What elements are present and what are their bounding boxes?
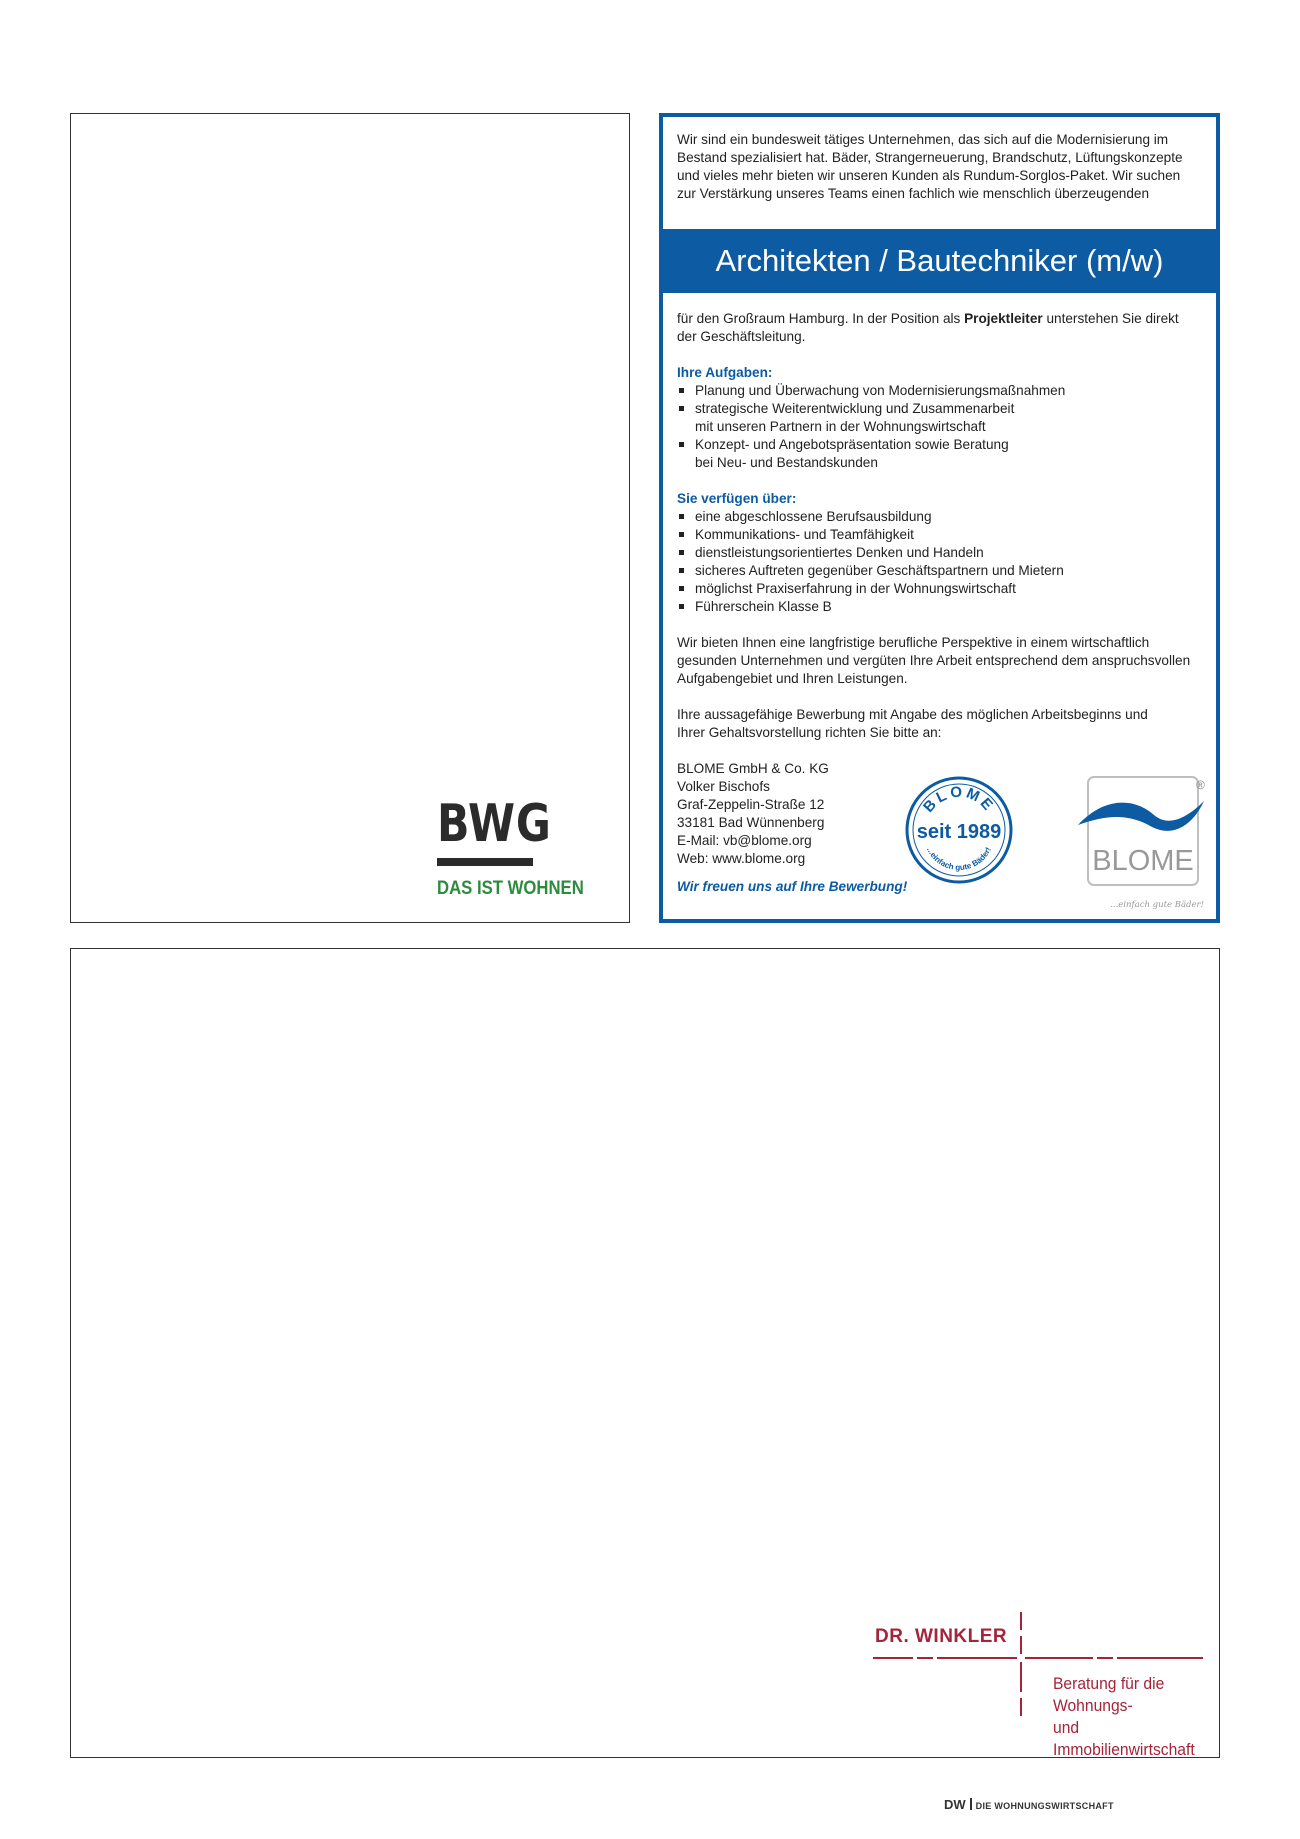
winkler-ad-box bbox=[70, 948, 1220, 1758]
closing-line: Wir freuen uns auf Ihre Bewerbung! bbox=[677, 879, 908, 894]
winkler-name: DR. WINKLER bbox=[875, 1626, 1008, 1647]
list-item: Planung und Überwachung von Modernisierungsmaßnahmen bbox=[677, 382, 1197, 400]
page-footer bbox=[944, 1797, 1114, 1812]
offer-paragraph: Wir bieten Ihnen eine langfristige berufliche Perspektive in einem wirtschaftlich gesunden Unternehmen und vergüten Ihre Arbeit entsprechend dem anspruchsvollen Aufgabengebiet und Ihren Leistungen. bbox=[677, 635, 1191, 686]
job-title-banner bbox=[663, 229, 1216, 293]
apply-paragraph: Ihre aussagefähige Bewerbung mit Angabe des möglichen Arbeitsbeginns und Ihrer Gehaltsvorstellung richten Sie bitte an: bbox=[677, 707, 1148, 740]
bwg-ad-box bbox=[70, 113, 630, 923]
blome-logo-word: BLOME bbox=[1092, 845, 1194, 877]
address-company: BLOME GmbH & Co. KG bbox=[677, 761, 829, 776]
list-item: dienstleistungsorientiertes Denken und Handeln bbox=[677, 544, 1197, 562]
list-item: strategische Weiterentwicklung und Zusammenarbeit mit unseren Partnern in der Wohnungswirtschaft bbox=[677, 400, 1035, 436]
skills-heading: Sie verfügen über: bbox=[677, 491, 797, 506]
footer-short: DW bbox=[944, 1797, 966, 1812]
winkler-subtitle bbox=[1053, 1673, 1195, 1761]
list-item: Konzept- und Angebotspräsentation sowie Beratung bei Neu- und Bestandskunden bbox=[677, 436, 1025, 472]
blome-logo bbox=[1076, 775, 1210, 915]
address-email[interactable]: E-Mail: vb@blome.org bbox=[677, 833, 812, 848]
seal-center-text: seit 1989 bbox=[916, 821, 1002, 843]
address-street: Graf-Zeppelin-Straße 12 bbox=[677, 797, 825, 812]
registered-mark: ® bbox=[1196, 778, 1205, 792]
lead-text: für den Großraum Hamburg. In der Position als bbox=[677, 311, 965, 326]
list-item: Kommunikations- und Teamfähigkeit bbox=[677, 526, 1197, 544]
ad-lead-paragraph bbox=[677, 310, 1197, 346]
footer-separator bbox=[970, 1798, 972, 1810]
list-item: eine abgeschlossene Berufsausbildung bbox=[677, 508, 1197, 526]
skills-list bbox=[677, 508, 1197, 616]
blome-logo-tagline: ...einfach gute Bäder! bbox=[1110, 900, 1204, 910]
lead-bold-role: Projektleiter bbox=[964, 311, 1043, 326]
job-title: Architekten / Bautechniker (m/w) bbox=[715, 243, 1164, 278]
ad-intro-text: Wir sind ein bundesweit tätiges Unternehmen, das sich auf die Modernisierung im Bestand spezialisiert hat. Bäder, Strangerneuerung, Brandschutz, Lüftungskonzepte und vieles mehr bieten wir unseren Kunden als Rundum-Sorglos-Paket. Wir suchen zur Verstärkung unseres Teams einen fachlich wie menschlich überzeugenden bbox=[677, 132, 1183, 201]
bwg-logo bbox=[437, 796, 617, 900]
bwg-tagline: DAS IST WOHNEN bbox=[437, 878, 584, 899]
address-contact: Volker Bischofs bbox=[677, 779, 770, 794]
tasks-list bbox=[677, 382, 1197, 472]
list-item: sicheres Auftreten gegenüber Geschäftspartnern und Mietern bbox=[677, 562, 1197, 580]
bwg-logo-bar bbox=[437, 858, 533, 866]
blome-job-ad bbox=[659, 113, 1220, 923]
dr-winkler-logo bbox=[803, 1612, 1203, 1759]
seal-top-text: BLOME bbox=[920, 783, 998, 816]
tasks-heading: Ihre Aufgaben: bbox=[677, 365, 773, 380]
address-city: 33181 Bad Wünnenberg bbox=[677, 815, 825, 830]
winkler-subtitle-line-1: Beratung für die Wohnungs- bbox=[1053, 1674, 1165, 1715]
address-web[interactable]: Web: www.blome.org bbox=[677, 851, 806, 866]
list-item: Führerschein Klasse B bbox=[677, 598, 1197, 616]
bwg-logo-word: BWG bbox=[437, 794, 552, 854]
footer-publication: DIE WOHNUNGSWIRTSCHAFT bbox=[975, 1801, 1114, 1811]
lead-text-end: unterstehen Sie direkt der Geschäftsleitung. bbox=[677, 311, 1179, 344]
seal-bottom-text: ...einfach gute Bäder! bbox=[924, 845, 994, 873]
list-item: möglichst Praxiserfahrung in der Wohnungswirtschaft bbox=[677, 580, 1197, 598]
winkler-subtitle-line-2: und Immobilienwirtschaft bbox=[1053, 1718, 1195, 1759]
blome-seal-logo bbox=[904, 775, 1014, 885]
